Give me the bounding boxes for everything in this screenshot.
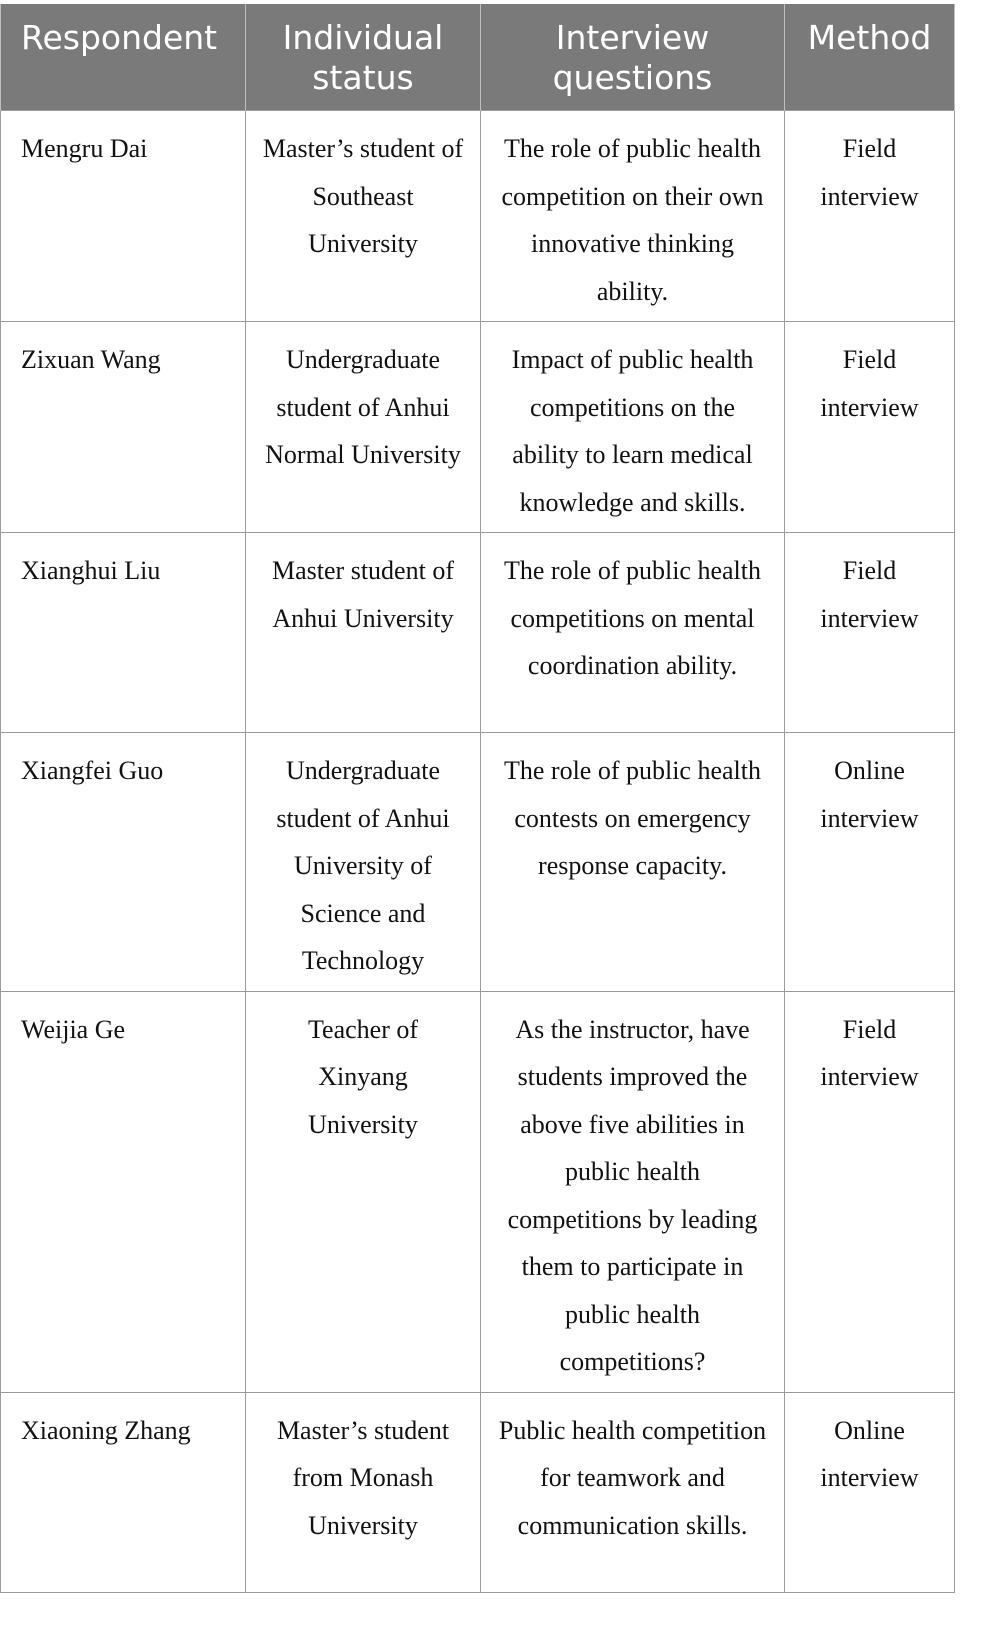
table-row	[1, 111, 955, 322]
cell-question: Public health competition for teamwork and communication skills.	[481, 1392, 785, 1592]
cell-status: Undergraduate student of Anhui Normal University	[246, 322, 481, 533]
header-method: Method	[785, 4, 955, 111]
cell-status: Teacher of Xinyang University	[246, 991, 481, 1392]
cell-status: Master student of Anhui University	[246, 533, 481, 733]
table-row	[1, 533, 955, 733]
cell-question: The role of public health contests on emergency response capacity.	[481, 733, 785, 992]
cell-respondent: Zixuan Wang	[1, 322, 246, 533]
cell-respondent: Xiaoning Zhang	[1, 1392, 246, 1592]
cell-method: Field interview	[785, 111, 955, 322]
cell-status: Master’s student from Monash University	[246, 1392, 481, 1592]
cell-method: Online interview	[785, 1392, 955, 1592]
cell-method: Field interview	[785, 533, 955, 733]
cell-respondent: Weijia Ge	[1, 991, 246, 1392]
header-individual-status: Individual status	[246, 4, 481, 111]
header-interview-questions: Interview questions	[481, 4, 785, 111]
cell-question: Impact of public health competitions on the ability to learn medical knowledge and skills.	[481, 322, 785, 533]
header-respondent: Respondent	[1, 4, 246, 111]
interview-table	[0, 4, 955, 1593]
cell-method: Field interview	[785, 991, 955, 1392]
cell-status: Master’s student of Southeast University	[246, 111, 481, 322]
cell-question: The role of public health competition on their own innovative thinking ability.	[481, 111, 785, 322]
table-row	[1, 733, 955, 992]
cell-respondent: Xiangfei Guo	[1, 733, 246, 992]
cell-respondent: Mengru Dai	[1, 111, 246, 322]
table-row	[1, 991, 955, 1392]
table-header	[1, 4, 955, 111]
cell-question: As the instructor, have students improved the above five abilities in public health competitions by leading them to participate in public health competitions?	[481, 991, 785, 1392]
table-body	[1, 111, 955, 1593]
cell-respondent: Xianghui Liu	[1, 533, 246, 733]
cell-question: The role of public health competitions on mental coordination ability.	[481, 533, 785, 733]
header-row	[1, 4, 955, 111]
cell-status: Undergraduate student of Anhui University of Science and Technology	[246, 733, 481, 992]
table-row	[1, 1392, 955, 1592]
table-row	[1, 322, 955, 533]
cell-method: Field interview	[785, 322, 955, 533]
cell-method: Online interview	[785, 733, 955, 992]
